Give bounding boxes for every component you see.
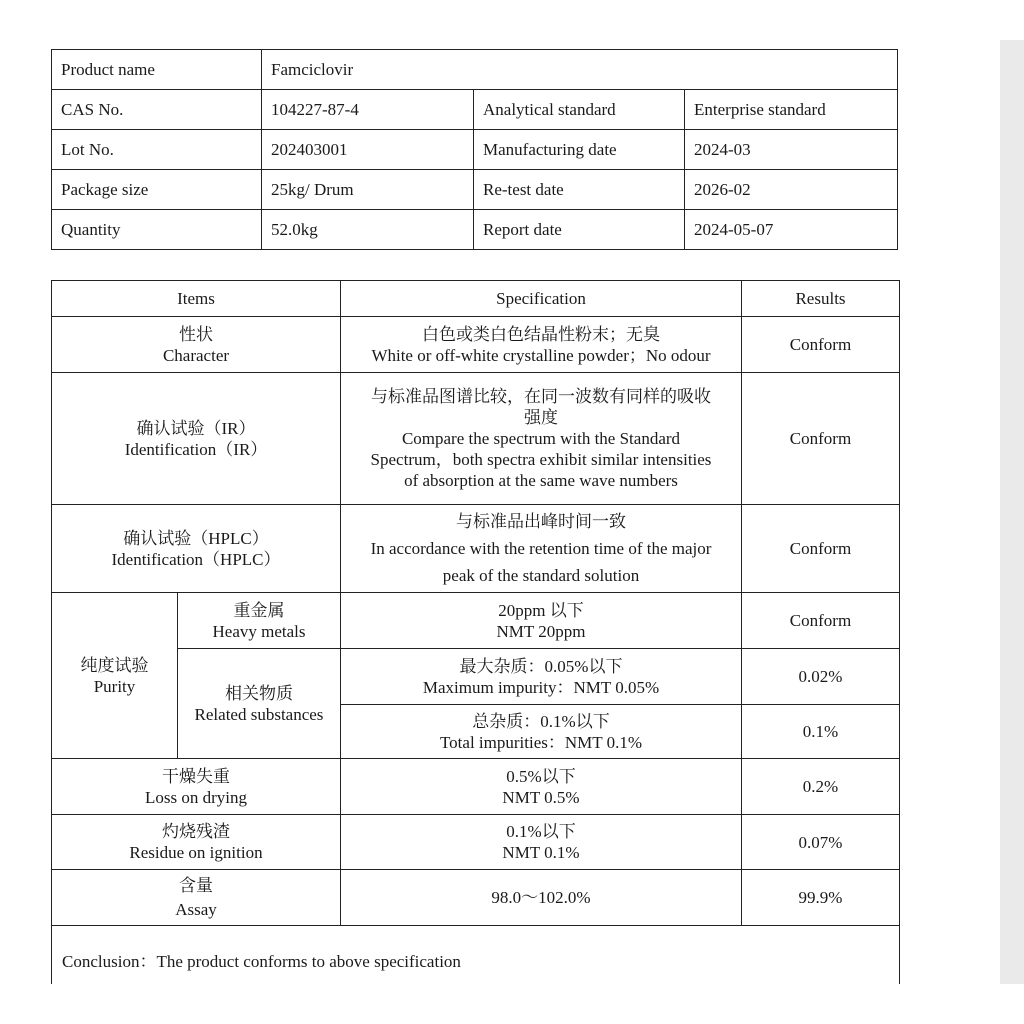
related-substances-item [178,649,341,759]
analytical-standard-label: Analytical standard [474,90,685,130]
ir-spec-cn-2: 强度 [524,408,558,427]
related-substances-item-cn: 相关物质 [225,683,293,703]
purity-group [52,593,178,759]
ir-spec-en-1: Compare the spectrum with the Standard [401,429,681,448]
report-date-label: Report date [474,210,685,250]
retest-date-label: Re-test date [474,170,685,210]
package-row [52,170,898,210]
loss-on-drying-item-cn: 干燥失重 [162,766,230,786]
max-impurity-spec-en: Maximum impurity：NMT 0.05% [422,677,660,697]
hplc-spec-cn: 与标准品出峰时间一致 [456,512,626,531]
ir-spec [341,373,742,505]
total-impurities-spec [341,705,742,759]
residue-spec [341,815,742,870]
hplc-item [52,505,341,593]
ir-spec-cn-1: 与标准品图谱比较，在同一波数有同样的吸收 [371,387,711,406]
lot-value: 202403001 [262,130,474,170]
conclusion-text: Conclusion：The product conforms to above specification [52,926,900,984]
residue-result: 0.07% [742,815,900,870]
results-header: Results [742,281,900,317]
quantity-row [52,210,898,250]
product-name-value: Famciclovir [262,50,898,90]
heavy-metals-item [178,593,341,649]
loss-on-drying-result: 0.2% [742,759,900,815]
heavy-metals-row [52,593,900,649]
hplc-spec [341,505,742,593]
report-date-value: 2024-05-07 [685,210,898,250]
retest-date-value: 2026-02 [685,170,898,210]
assay-item-cn: 含量 [179,875,213,895]
cas-value: 104227-87-4 [262,90,474,130]
total-impurities-spec-en: Total impurities：NMT 0.1% [439,732,642,752]
ir-item [52,373,341,505]
analytical-standard-value: Enterprise standard [685,90,898,130]
lot-row [52,130,898,170]
residue-item-cn: 灼烧残渣 [162,822,230,841]
cas-row [52,90,898,130]
hplc-result: Conform [742,505,900,593]
items-header: Items [52,281,341,317]
assay-item-en: Assay [175,899,217,919]
residue-spec-en: NMT 0.1% [502,843,580,862]
loss-on-drying-row [52,759,900,815]
assay-spec: 98.0～102.0% [341,870,742,926]
hplc-row [52,505,900,593]
ir-spec-en-2: Spectrum，both spectra exhibit similar intensities [370,450,712,469]
product-name-row [52,50,898,90]
ir-item-en: Identification（IR） [124,439,268,459]
max-impurity-spec [341,649,742,705]
loss-on-drying-spec-en: NMT 0.5% [502,787,580,807]
hplc-item-en: Identification（HPLC） [111,549,281,569]
heavy-metals-item-en: Heavy metals [212,621,306,641]
hplc-spec-en-1: In accordance with the retention time of the major [370,539,712,558]
heavy-metals-result: Conform [742,593,900,649]
quantity-label: Quantity [52,210,262,250]
heavy-metals-item-cn: 重金属 [233,600,285,620]
residue-item [52,815,341,870]
package-size-label: Package size [52,170,262,210]
residue-item-en: Residue on ignition [129,843,263,862]
loss-on-drying-item [52,759,341,815]
header-row [52,281,900,317]
heavy-metals-spec [341,593,742,649]
hplc-item-cn: 确认试验（HPLC） [123,528,269,548]
product-name-label: Product name [52,50,262,90]
purity-group-en: Purity [93,676,136,696]
residue-row [52,815,900,870]
character-item-en: Character [162,345,230,365]
max-impurity-spec-cn: 最大杂质：0.05%以下 [459,656,623,676]
total-impurities-result: 0.1% [742,705,900,759]
manufacturing-date-value: 2024-03 [685,130,898,170]
max-impurity-result: 0.02% [742,649,900,705]
character-result: Conform [742,317,900,373]
assay-item [52,870,341,926]
quantity-value: 52.0kg [262,210,474,250]
ir-item-cn: 确认试验（IR） [136,418,256,438]
assay-result: 99.9% [742,870,900,926]
assay-row [52,870,900,926]
loss-on-drying-item-en: Loss on drying [145,787,247,807]
related-substances-item-en: Related substances [194,704,324,724]
package-size-value: 25kg/ Drum [262,170,474,210]
conclusion-row [52,926,900,984]
character-item [52,317,341,373]
character-item-cn: 性状 [179,324,213,344]
heavy-metals-spec-cn: 20ppm 以下 [498,600,584,620]
character-row [52,317,900,373]
character-spec-en: White or off-white crystalline powder；No odour [371,345,711,365]
cas-label: CAS No. [52,90,262,130]
ir-result: Conform [742,373,900,505]
character-spec-cn: 白色或类白色结晶性粉末；无臭 [422,324,660,344]
ir-row [52,373,900,505]
loss-on-drying-spec [341,759,742,815]
purity-group-cn: 纯度试验 [80,655,149,675]
manufacturing-date-label: Manufacturing date [474,130,685,170]
product-info-table [51,49,898,250]
residue-spec-cn: 0.1%以下 [506,822,576,841]
max-impurity-row [52,649,900,705]
total-impurities-spec-cn: 总杂质：0.1%以下 [472,711,610,731]
heavy-metals-spec-en: NMT 20ppm [496,621,586,641]
specification-table [51,280,900,984]
ir-spec-en-3: of absorption at the same wave numbers [404,471,678,490]
lot-label: Lot No. [52,130,262,170]
specification-header: Specification [341,281,742,317]
hplc-spec-en-2: peak of the standard solution [442,566,640,585]
loss-on-drying-spec-cn: 0.5%以下 [506,766,576,786]
character-spec [341,317,742,373]
right-scroll-strip [1000,40,1024,984]
